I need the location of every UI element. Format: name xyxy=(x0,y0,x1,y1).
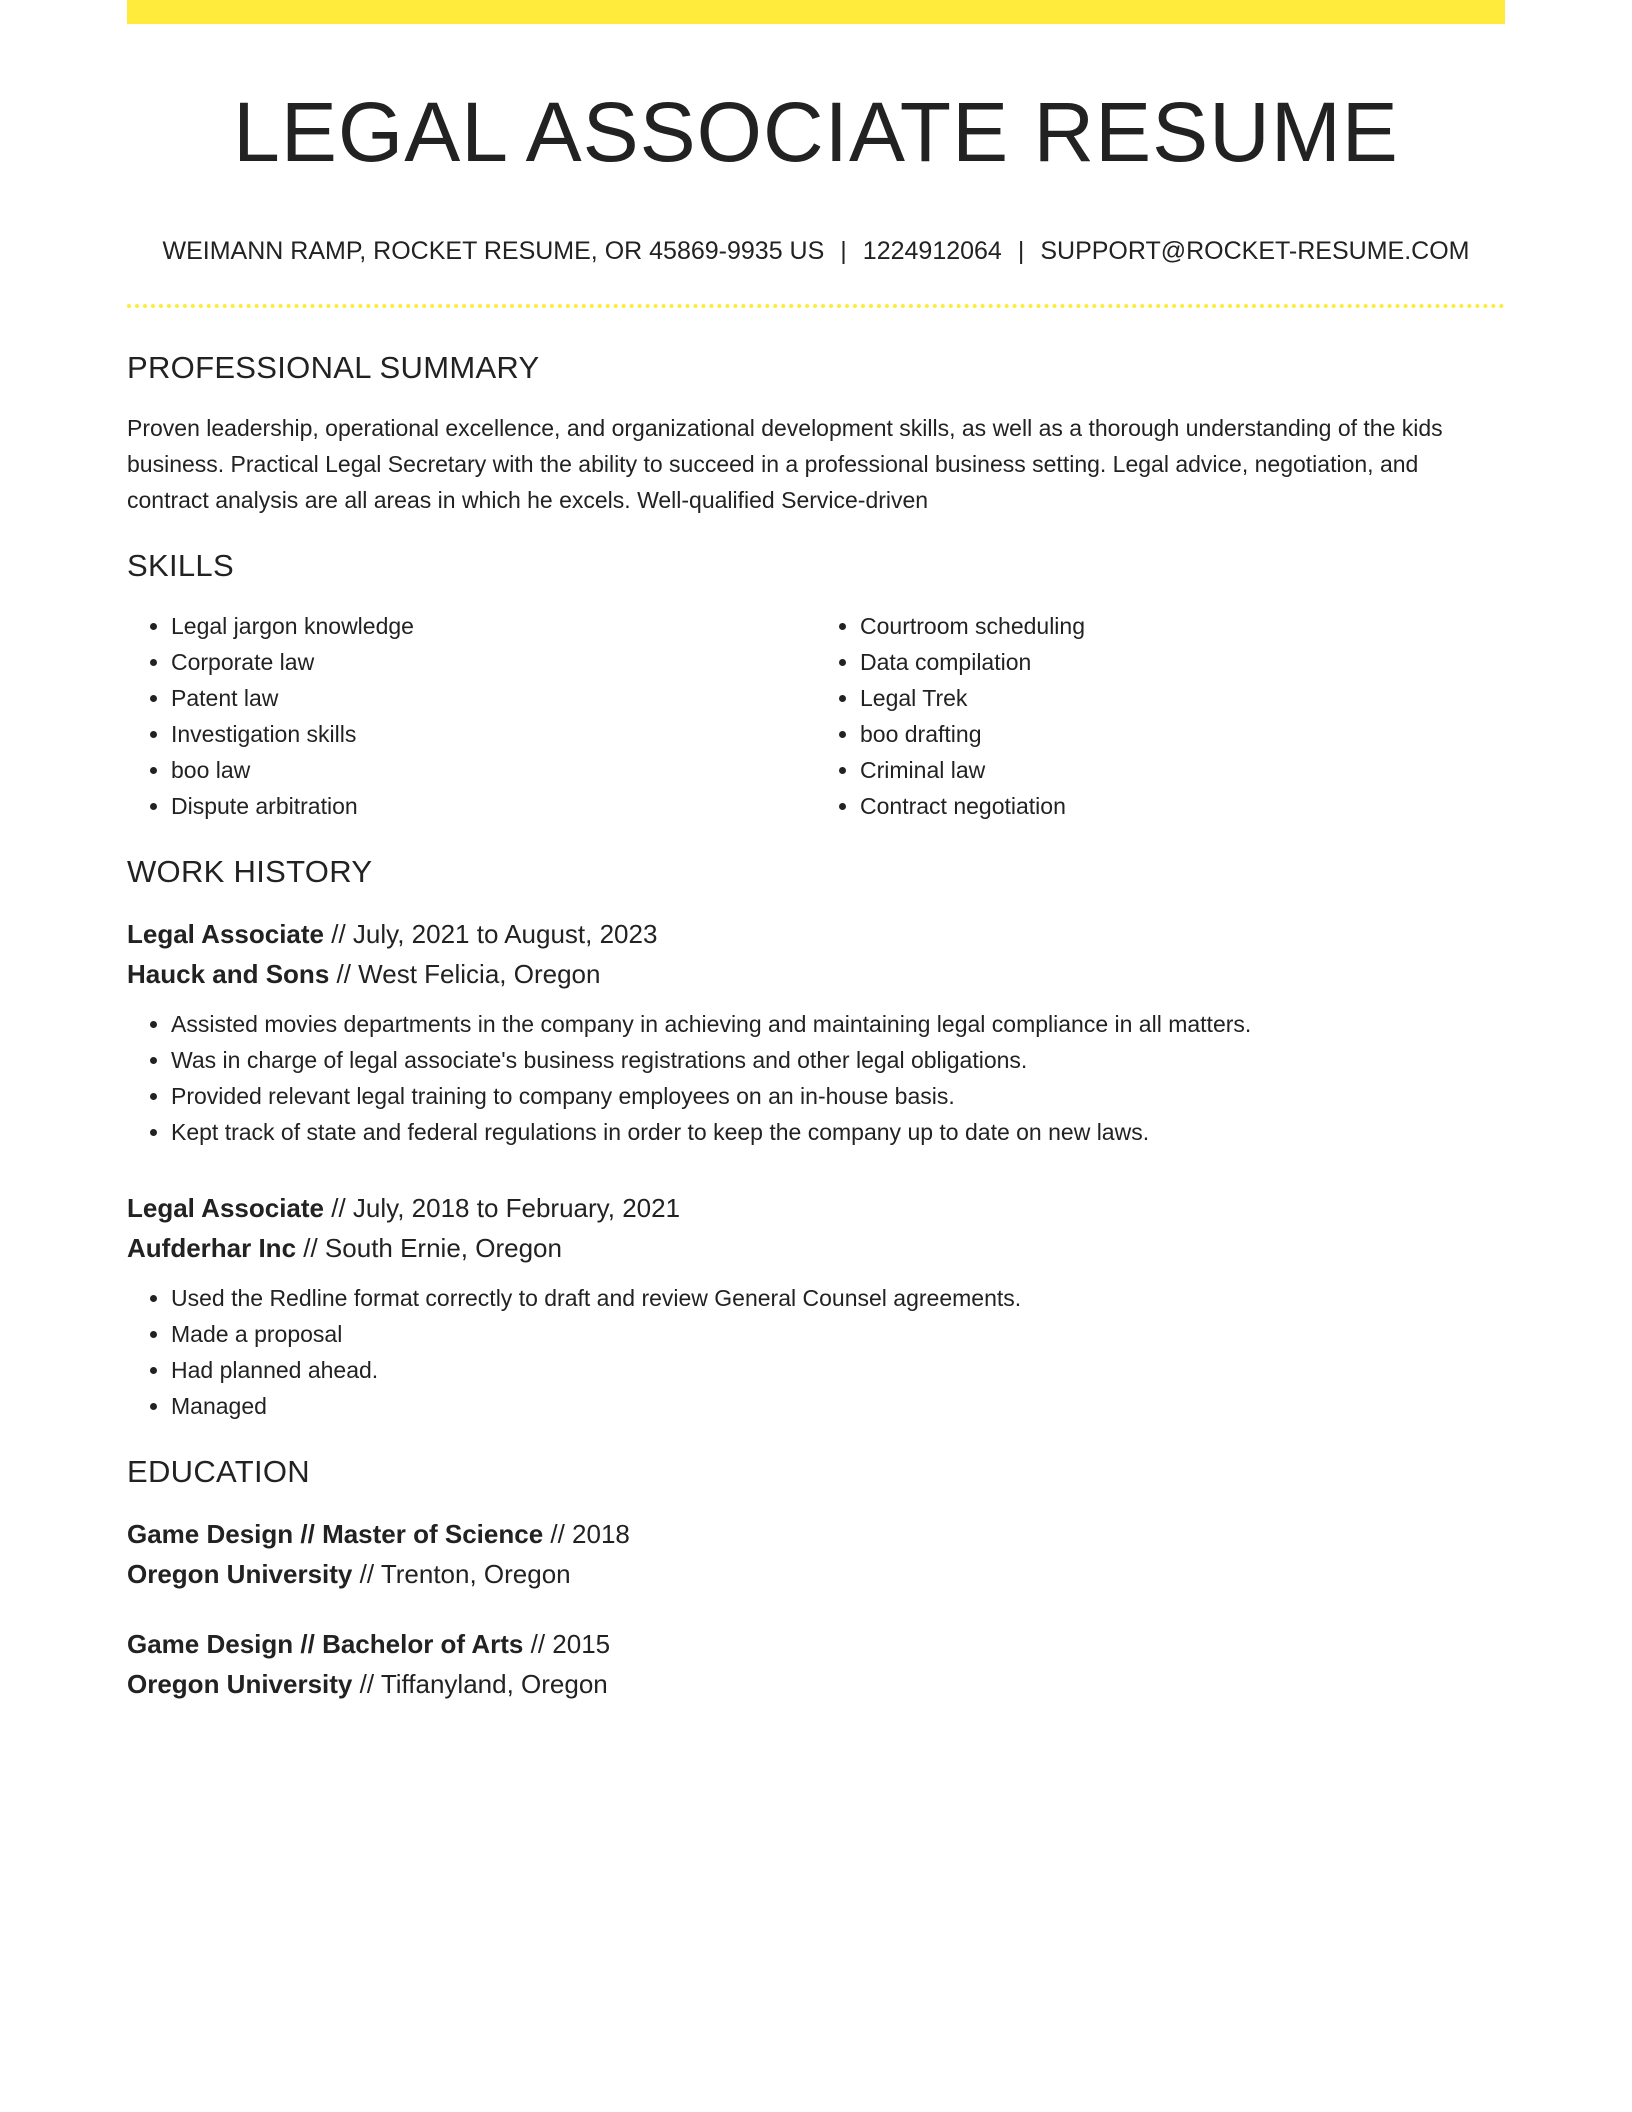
school-line xyxy=(127,1554,1505,1594)
job-title-line xyxy=(127,1188,1505,1228)
skill-item: • boo drafting xyxy=(860,716,1505,752)
education-entry xyxy=(127,1624,1505,1704)
job-entry xyxy=(127,1188,1505,1424)
skills-list-left xyxy=(127,608,816,824)
contact-line xyxy=(127,236,1505,266)
job-bullets xyxy=(127,1280,1505,1424)
skill-item: • Contract negotiation xyxy=(860,788,1505,824)
contact-address: WEIMANN RAMP, ROCKET RESUME, OR 45869-9935 US xyxy=(162,237,825,265)
summary-heading: PROFESSIONAL SUMMARY xyxy=(127,350,540,385)
job-bullet: • Assisted movies departments in the company in achieving and maintaining legal compliance in all matters. xyxy=(171,1006,1505,1042)
skill-item: • Courtroom scheduling xyxy=(860,608,1505,644)
skills-grid xyxy=(127,608,1505,824)
job-company: Aufderhar Inc xyxy=(127,1233,297,1263)
job-company-line xyxy=(127,954,1505,994)
education-heading: EDUCATION xyxy=(127,1454,310,1489)
job-location: // West Felicia, Oregon xyxy=(329,959,601,989)
degree: Game Design // Bachelor of Arts xyxy=(127,1629,524,1659)
school-location: // Trenton, Oregon xyxy=(352,1559,571,1589)
resume-title: LEGAL ASSOCIATE RESUME xyxy=(233,85,1399,179)
degree-year: // 2018 xyxy=(543,1519,630,1549)
job-title: Legal Associate xyxy=(127,1193,325,1223)
skill-item: • Patent law xyxy=(171,680,816,716)
contact-separator: | xyxy=(1017,237,1025,265)
degree-year: // 2015 xyxy=(523,1629,611,1659)
skill-item: • Legal Trek xyxy=(860,680,1505,716)
skill-item: • Investigation skills xyxy=(171,716,816,752)
job-bullet: • Provided relevant legal training to company employees on an in-house basis. xyxy=(171,1078,1505,1114)
job-dates: // July, 2018 to February, 2021 xyxy=(324,1193,681,1223)
skills-heading: SKILLS xyxy=(127,548,234,583)
resume-page xyxy=(127,0,1505,1704)
job-bullet: • Kept track of state and federal regulations in order to keep the company up to date on new laws. xyxy=(171,1114,1505,1150)
contact-email: SUPPORT@ROCKET-RESUME.COM xyxy=(1040,237,1470,265)
job-bullet: • Was in charge of legal associate's business registrations and other legal obligations. xyxy=(171,1042,1505,1078)
job-entry xyxy=(127,914,1505,1150)
degree-line xyxy=(127,1514,1505,1554)
skill-item: • boo law xyxy=(171,752,816,788)
skill-item: • Dispute arbitration xyxy=(171,788,816,824)
contact-phone: 1224912064 xyxy=(862,237,1002,265)
school: Oregon University xyxy=(127,1669,353,1699)
dotted-divider xyxy=(127,304,1505,308)
accent-top-bar xyxy=(127,0,1505,24)
job-bullet: • Used the Redline format correctly to draft and review General Counsel agreements. xyxy=(171,1280,1505,1316)
degree-line xyxy=(127,1624,1505,1664)
job-title-line xyxy=(127,914,1505,954)
job-title: Legal Associate xyxy=(127,919,325,949)
job-company-line xyxy=(127,1228,1505,1268)
job-location: // South Ernie, Oregon xyxy=(296,1233,562,1263)
job-bullet: • Managed xyxy=(171,1388,1505,1424)
school: Oregon University xyxy=(127,1559,353,1589)
skills-list-right xyxy=(816,608,1505,824)
job-bullet: • Had planned ahead. xyxy=(171,1352,1505,1388)
school-location: // Tiffanyland, Oregon xyxy=(352,1669,608,1699)
education-entry xyxy=(127,1514,1505,1594)
school-line xyxy=(127,1664,1505,1704)
job-company: Hauck and Sons xyxy=(127,959,330,989)
skill-item: • Legal jargon knowledge xyxy=(171,608,816,644)
skill-item: • Corporate law xyxy=(171,644,816,680)
summary-text: Proven leadership, operational excellence, and organizational development skills, as well as a thorough understanding of the kids business. Practical Legal Secretary with the ability to succeed in a professional business setting. Legal advice, negotiation, and contract analysis are all areas in which he excels. Well-qualified Service-driven xyxy=(127,415,1443,513)
job-dates: // July, 2021 to August, 2023 xyxy=(324,919,658,949)
work-history-heading: WORK HISTORY xyxy=(127,854,373,889)
job-bullets xyxy=(127,1006,1505,1150)
degree: Game Design // Master of Science xyxy=(127,1519,544,1549)
contact-separator: | xyxy=(840,237,847,265)
skill-item: • Data compilation xyxy=(860,644,1505,680)
skill-item: • Criminal law xyxy=(860,752,1505,788)
job-bullet: • Made a proposal xyxy=(171,1316,1505,1352)
